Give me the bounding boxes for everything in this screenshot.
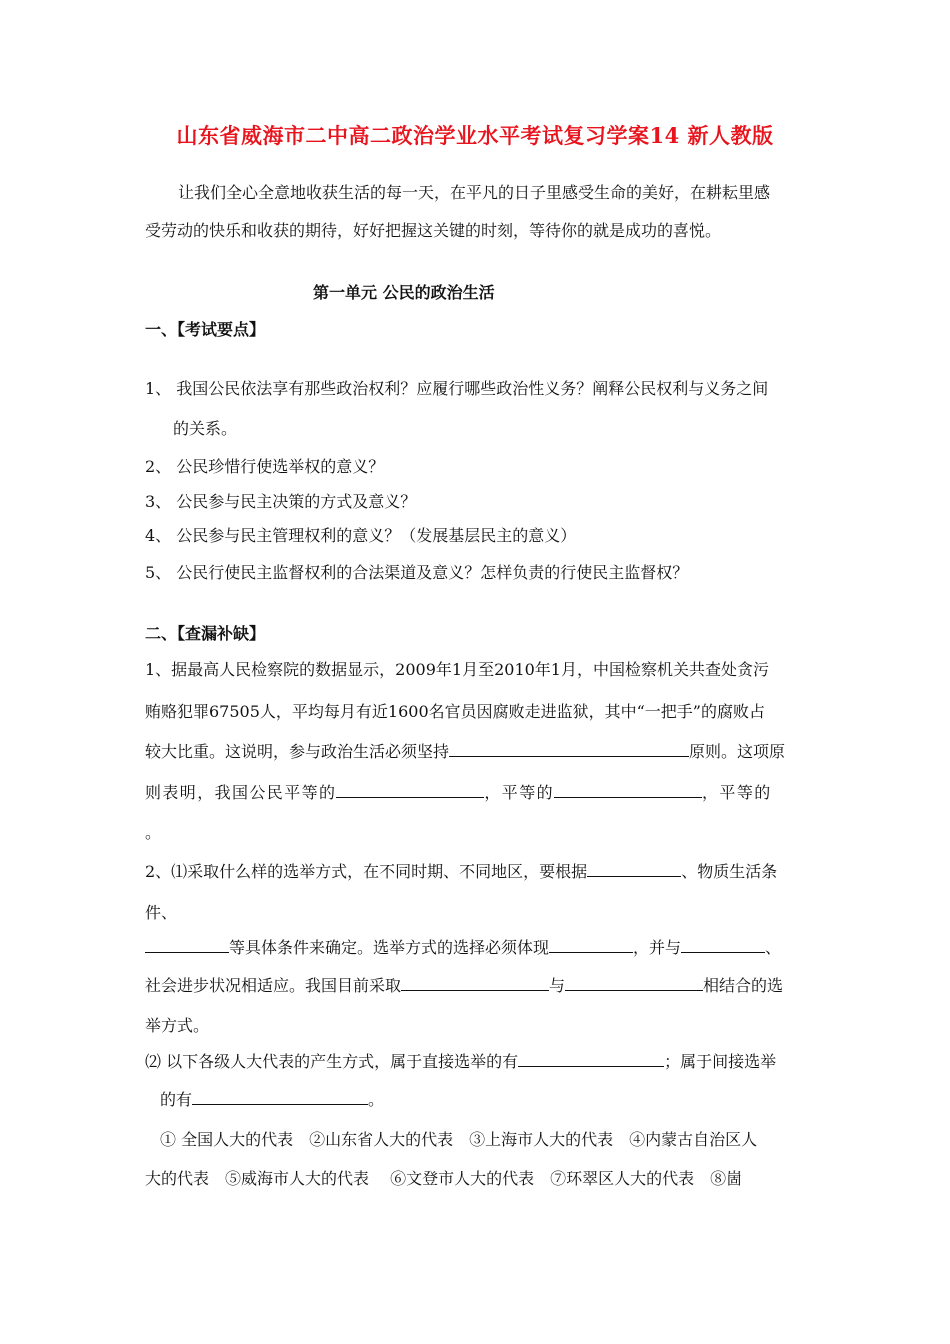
q2-line-6-tail: ；属于间接选举 [664, 1052, 777, 1071]
q1-line-1: 1、据最高人民检察院的数据显示，2009年1月至2010年1月，中国检察机关共查处贪污 [145, 660, 769, 679]
q1-line-4-mid: ，平等的 [484, 783, 555, 802]
list-item: 2、 公民珍惜行使选举权的意义？ [145, 457, 385, 476]
q2-line-4 [145, 973, 783, 996]
q2-line-3-mid: ，并与 [633, 938, 682, 957]
list-item: 3、 公民参与民主决策的方式及意义？ [145, 492, 417, 511]
list-item: 5、 公民行使民主监督权利的合法渠道及意义？怎样负责的行使民主监督权？ [145, 563, 689, 582]
document-title: 山东省威海市二中高二政治学业水平考试复习学案14 新人教版 [176, 123, 774, 148]
q2-line-1 [145, 859, 777, 882]
answer-blank[interactable] [401, 976, 549, 991]
q2-line-4-mid: 与 [549, 976, 566, 995]
q1-line-4-tail: ，平等的 [702, 783, 772, 802]
section2-heading: 二、【查漏补缺】 [145, 624, 266, 643]
list-item: 的关系。 [173, 419, 238, 438]
answer-blank[interactable] [145, 938, 229, 953]
q2-line-7 [160, 1087, 384, 1110]
answer-blank[interactable] [336, 783, 484, 798]
intro-line-1: 让我们全心全意地收获生活的每一天，在平凡的日子里感受生命的美好，在耕耘里感 [178, 183, 771, 202]
answer-blank[interactable] [681, 938, 765, 953]
q2-line-2: 件、 [145, 903, 178, 922]
q1-line-4-text: 则表明，我国公民平等的 [145, 783, 337, 802]
intro-line-2: 受劳动的快乐和收获的期待，好好把握这关键的时刻，等待你的就是成功的喜悦。 [145, 221, 722, 240]
q2-options-line-1: ① 全国人大的代表 ②山东省人大的代表 ③上海市人大的代表 ④内蒙古自治区人 [160, 1130, 758, 1149]
q1-line-3-tail: 原则。这项原 [689, 742, 786, 761]
q1-line-3-text: 较大比重。这说明，参与政治生活必须坚持 [145, 742, 450, 761]
answer-blank[interactable] [518, 1052, 664, 1067]
list-item: 1、 我国公民依法享有那些政治权利？应履行哪些政治性义务？阐释公民权利与义务之间 [145, 379, 769, 398]
q2-line-3-tail: 、 [765, 938, 782, 957]
q2-line-1-tail: 、物质生活条 [681, 862, 778, 881]
q1-line-2: 贿赂犯罪67505人，平均每月有近1600名官员因腐败走进监狱，其中“一把手”的腐败占 [145, 702, 765, 721]
q1-line-3 [145, 739, 785, 762]
q2-line-3-text: 等具体条件来确定。选举方式的选择必须体现 [229, 938, 550, 957]
q2-line-6 [145, 1049, 776, 1072]
q2-line-5: 举方式。 [145, 1016, 210, 1035]
section1-heading: 一、【考试要点】 [145, 320, 266, 339]
list-item: 4、 公民参与民主管理权利的意义？（发展基层民主的意义） [145, 526, 577, 545]
q2-line-1-text: 2、⑴采取什么样的选举方式，在不同时期、不同地区，要根据 [145, 862, 588, 881]
answer-blank[interactable] [565, 976, 703, 991]
q2-line-7-tail: 。 [368, 1090, 385, 1109]
q1-line-4 [145, 780, 772, 803]
q2-options-line-2: 大的代表 ⑤威海市人大的代表 ⑥文登市人大的代表 ⑦环翠区人大的代表 ⑧崮 [145, 1169, 743, 1188]
answer-blank[interactable] [549, 938, 633, 953]
q2-line-6-text: ⑵ 以下各级人大代表的产生方式，属于直接选举的有 [145, 1052, 519, 1071]
answer-blank[interactable] [554, 783, 702, 798]
q2-line-7-text: 的有 [160, 1090, 193, 1109]
q2-line-3 [145, 935, 781, 958]
q2-line-4-tail: 相结合的选 [703, 976, 784, 995]
q2-line-4-text: 社会进步状况相适应。我国目前采取 [145, 976, 402, 995]
q1-line-5: 。 [145, 823, 162, 842]
unit-title: 第一单元 公民的政治生活 [313, 283, 495, 302]
answer-blank[interactable] [449, 742, 689, 757]
answer-blank[interactable] [587, 862, 681, 877]
answer-blank[interactable] [192, 1090, 368, 1105]
